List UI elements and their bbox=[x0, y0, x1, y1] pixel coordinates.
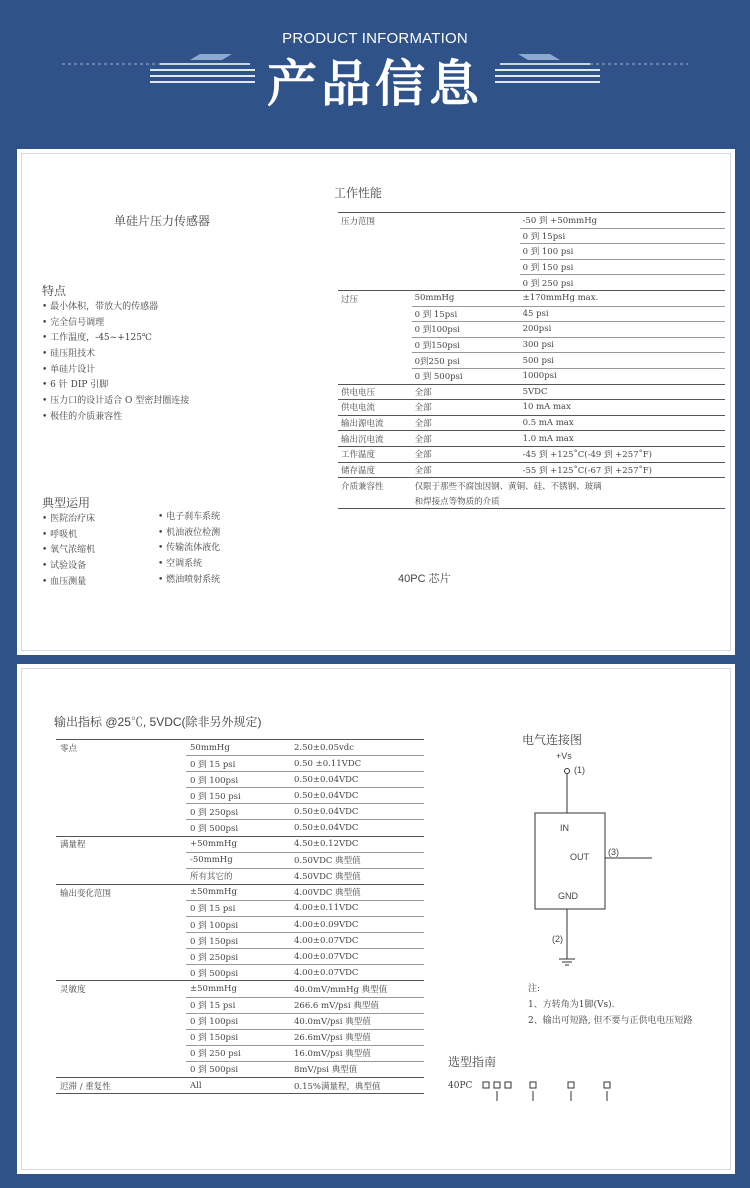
list-item: • 电子刹车系统 bbox=[158, 512, 221, 522]
table-cell: 全部 bbox=[412, 446, 520, 462]
table-cell: 0 到 15psi bbox=[520, 228, 725, 244]
table-cell: ±50mmHg bbox=[186, 981, 290, 997]
table-cell: 0 到 250psi bbox=[186, 804, 290, 820]
table-row bbox=[338, 228, 725, 244]
table-cell: -55 到 +125˚C(-67 到 +257˚F) bbox=[520, 462, 725, 478]
chip-caption: 40PC 芯片 bbox=[398, 573, 451, 585]
output-panel bbox=[14, 661, 738, 1177]
table-row bbox=[338, 290, 725, 306]
table-cell bbox=[56, 997, 186, 1013]
table-row bbox=[56, 804, 424, 820]
banner-title-zh: 产品信息 bbox=[267, 55, 483, 113]
table-cell: 储存温度 bbox=[338, 462, 412, 478]
table-cell: 全部 bbox=[412, 431, 520, 447]
table-row bbox=[56, 820, 424, 836]
table-cell: 0.5 mA max bbox=[520, 415, 725, 431]
table-row bbox=[56, 1061, 424, 1077]
table-row bbox=[56, 868, 424, 884]
performance-heading: 工作性能 bbox=[334, 186, 383, 200]
list-item: • 工作温度，-45~+125℃ bbox=[42, 333, 152, 344]
table-row bbox=[338, 275, 725, 291]
table-cell: 0 到 15 psi bbox=[186, 900, 290, 916]
table-cell: 0 到 500psi bbox=[412, 368, 520, 384]
table-cell: 0 到 250 psi bbox=[520, 275, 725, 291]
table-cell bbox=[412, 244, 520, 260]
table-cell: 满量程 bbox=[56, 836, 186, 852]
table-row bbox=[56, 1045, 424, 1061]
features-heading: 特点 bbox=[42, 284, 67, 298]
table-cell bbox=[338, 275, 412, 291]
in-label: IN bbox=[560, 823, 569, 833]
table-cell: 40.0mV/psi 典型值 bbox=[290, 1013, 424, 1029]
table-cell bbox=[56, 949, 186, 965]
applications-list-left bbox=[42, 512, 95, 590]
table-cell: 输出源电流 bbox=[338, 415, 412, 431]
selection-code-diagram bbox=[482, 1079, 622, 1103]
table-cell: 0 到 100psi bbox=[186, 917, 290, 933]
table-cell: 0 到 100psi bbox=[186, 772, 290, 788]
table-row bbox=[56, 949, 424, 965]
table-row bbox=[56, 836, 424, 852]
table-cell: All bbox=[186, 1077, 290, 1093]
table-row bbox=[56, 1077, 424, 1093]
table-row bbox=[56, 788, 424, 804]
table-cell bbox=[56, 917, 186, 933]
product-name: 单硅片压力传感器 bbox=[114, 214, 211, 228]
table-cell: 0 到 250psi bbox=[186, 949, 290, 965]
table-cell bbox=[56, 900, 186, 916]
table-cell: 8mV/psi 典型值 bbox=[290, 1061, 424, 1077]
pin3-label: (3) bbox=[608, 847, 619, 857]
table-cell: 4.00VDC 典型值 bbox=[290, 884, 424, 900]
table-cell: 0 到 100 psi bbox=[520, 244, 725, 260]
table-cell bbox=[56, 852, 186, 868]
table-cell: 全部 bbox=[412, 415, 520, 431]
table-cell bbox=[412, 228, 520, 244]
table-cell bbox=[412, 275, 520, 291]
notes-title: 注: bbox=[528, 984, 541, 994]
vs-label: +Vs bbox=[556, 751, 572, 761]
applications-list-right bbox=[158, 510, 220, 588]
list-item: • 燃油喷射系统 bbox=[158, 574, 221, 585]
table-cell: 1.0 mA max bbox=[520, 431, 725, 447]
list-item: • 机油液位检测 bbox=[158, 527, 221, 538]
table-cell: 4.00±0.07VDC bbox=[290, 933, 424, 949]
table-row bbox=[56, 756, 424, 772]
table-row bbox=[338, 244, 725, 260]
list-item: • 完全信号调理 bbox=[42, 317, 105, 328]
features-panel bbox=[14, 146, 738, 658]
table-row bbox=[56, 884, 424, 900]
table-cell: 全部 bbox=[412, 400, 520, 416]
table-cell: 2.50±0.05vdc bbox=[290, 740, 424, 756]
list-item: • 单硅片设计 bbox=[42, 364, 96, 375]
table-cell: 0 到 150psi bbox=[186, 933, 290, 949]
features-list bbox=[42, 300, 189, 426]
table-cell: 0.50VDC 典型值 bbox=[290, 852, 424, 868]
table-cell: 0 到 150 psi bbox=[520, 259, 725, 275]
table-cell bbox=[56, 1013, 186, 1029]
table-cell bbox=[338, 244, 412, 260]
table-row bbox=[338, 368, 725, 384]
table-cell bbox=[56, 868, 186, 884]
table-row bbox=[338, 462, 725, 478]
gnd-label: GND bbox=[558, 891, 578, 901]
list-item: • 最小体积，带放大的传感器 bbox=[42, 302, 159, 312]
table-row bbox=[338, 478, 725, 494]
table-cell: 0.50±0.04VDC bbox=[290, 820, 424, 836]
table-cell: 供电电压 bbox=[338, 384, 412, 400]
table-cell: 0到250 psi bbox=[412, 353, 520, 369]
table-cell: 50mmHg bbox=[412, 290, 520, 306]
table-cell: 4.50VDC 典型值 bbox=[290, 868, 424, 884]
table-cell bbox=[338, 493, 412, 509]
list-item: • 6 针 DIP 引脚 bbox=[42, 380, 109, 391]
table-cell bbox=[338, 337, 412, 353]
table-cell: 0.50 ±0.11VDC bbox=[290, 756, 424, 772]
table-cell bbox=[56, 772, 186, 788]
list-item: • 氧气浓缩机 bbox=[42, 545, 96, 556]
table-cell: 压力范围 bbox=[338, 213, 412, 229]
table-cell bbox=[412, 213, 520, 229]
table-cell: 0 到 150psi bbox=[186, 1029, 290, 1045]
table-cell: 0 到 500psi bbox=[186, 965, 290, 981]
table-cell: 全部 bbox=[412, 384, 520, 400]
table-cell: -45 到 +125˚C(-49 到 +257˚F) bbox=[520, 446, 725, 462]
table-cell: 500 psi bbox=[520, 353, 725, 369]
table-cell: 迟滞 / 重复性 bbox=[56, 1077, 186, 1093]
list-item: • 医院治疗床 bbox=[42, 514, 96, 524]
table-cell: 仅限于那些不腐蚀因钢、黄铜、硅、不锈钢、玻璃 bbox=[412, 478, 725, 494]
table-cell bbox=[56, 965, 186, 981]
table-cell: 26.6mV/psi 典型值 bbox=[290, 1029, 424, 1045]
table-cell: 300 psi bbox=[520, 337, 725, 353]
table-cell bbox=[338, 353, 412, 369]
table-cell bbox=[338, 228, 412, 244]
table-row bbox=[338, 306, 725, 322]
note-1: 1、方转角为1脚(Vs). bbox=[528, 1000, 615, 1010]
output-heading: 输出指标 @25℃, 5VDC(除非另外规定) bbox=[54, 715, 262, 729]
table-cell bbox=[56, 788, 186, 804]
table-cell: 4.00±0.09VDC bbox=[290, 917, 424, 933]
vs-terminal bbox=[565, 769, 570, 774]
table-cell: 4.00±0.07VDC bbox=[290, 965, 424, 981]
wiring-diagram bbox=[522, 749, 662, 979]
table-row bbox=[56, 900, 424, 916]
selection-heading: 选型指南 bbox=[448, 1055, 497, 1069]
table-cell: -50 到 +50mmHg bbox=[520, 213, 725, 229]
table-row bbox=[338, 446, 725, 462]
table-cell: 0 到 150 psi bbox=[186, 788, 290, 804]
table-cell: 10 mA max bbox=[520, 400, 725, 416]
table-cell: -50mmHg bbox=[186, 852, 290, 868]
table-cell: 0.50±0.04VDC bbox=[290, 804, 424, 820]
header-banner bbox=[0, 0, 750, 136]
table-cell bbox=[56, 804, 186, 820]
selection-prefix: 40PC bbox=[448, 1081, 473, 1091]
out-label: OUT bbox=[570, 852, 589, 862]
list-item: • 压力口的设计适合 O 型密封圈连接 bbox=[42, 396, 190, 407]
table-row bbox=[56, 981, 424, 997]
table-cell: 0 到 250 psi bbox=[186, 1045, 290, 1061]
table-cell: 5VDC bbox=[520, 384, 725, 400]
table-cell: 0 到 500psi bbox=[186, 820, 290, 836]
table-cell bbox=[56, 1029, 186, 1045]
list-item: • 极佳的介质兼容性 bbox=[42, 411, 123, 422]
table-cell: 灵敏度 bbox=[56, 981, 186, 997]
output-spec-table bbox=[56, 739, 424, 1094]
table-row bbox=[56, 740, 424, 756]
table-row bbox=[56, 1029, 424, 1045]
table-row bbox=[56, 772, 424, 788]
table-cell bbox=[338, 368, 412, 384]
table-row bbox=[338, 431, 725, 447]
list-item: • 硅压阻技术 bbox=[42, 349, 96, 360]
table-cell bbox=[338, 259, 412, 275]
list-item: • 传输流体液化 bbox=[158, 543, 221, 554]
applications-heading: 典型运用 bbox=[42, 496, 91, 510]
table-row bbox=[338, 384, 725, 400]
table-row bbox=[338, 493, 725, 509]
pin2-label: (2) bbox=[552, 934, 563, 944]
banner-title-en: PRODUCT INFORMATION bbox=[282, 30, 468, 47]
table-cell: 0 到 500psi bbox=[186, 1061, 290, 1077]
table-cell: 0.50±0.04VDC bbox=[290, 788, 424, 804]
table-cell: 4.50±0.12VDC bbox=[290, 836, 424, 852]
table-row bbox=[338, 337, 725, 353]
table-cell: ±170mmHg max. bbox=[520, 290, 725, 306]
table-cell: ±50mmHg bbox=[186, 884, 290, 900]
table-cell: 零点 bbox=[56, 740, 186, 756]
table-cell: 4.00±0.11VDC bbox=[290, 900, 424, 916]
table-cell: 0 到 15 psi bbox=[186, 997, 290, 1013]
table-cell: 0 到 15psi bbox=[412, 306, 520, 322]
table-cell: 输出变化范围 bbox=[56, 884, 186, 900]
table-cell: 0.50±0.04VDC bbox=[290, 772, 424, 788]
table-row bbox=[338, 259, 725, 275]
table-cell bbox=[56, 756, 186, 772]
table-cell: 200psi bbox=[520, 322, 725, 338]
table-cell bbox=[56, 933, 186, 949]
table-row bbox=[56, 1013, 424, 1029]
table-row bbox=[338, 213, 725, 229]
table-cell: +50mmHg bbox=[186, 836, 290, 852]
table-cell: 16.0mV/psi 典型值 bbox=[290, 1045, 424, 1061]
table-cell: 45 psi bbox=[520, 306, 725, 322]
table-cell bbox=[338, 306, 412, 322]
table-cell: 0.15%满量程，典型值 bbox=[290, 1077, 424, 1093]
list-item: • 试验设备 bbox=[42, 561, 87, 572]
table-cell bbox=[338, 322, 412, 338]
table-cell: 0 到 100psi bbox=[186, 1013, 290, 1029]
table-cell: 4.00±0.07VDC bbox=[290, 949, 424, 965]
table-cell bbox=[56, 1061, 186, 1077]
table-row bbox=[56, 933, 424, 949]
table-row bbox=[338, 415, 725, 431]
list-item: • 血压测量 bbox=[42, 576, 87, 587]
list-item: • 呼吸机 bbox=[42, 529, 78, 540]
table-row bbox=[338, 353, 725, 369]
wiring-heading: 电气连接图 bbox=[522, 733, 583, 747]
list-item: • 空调系统 bbox=[158, 559, 203, 570]
table-cell bbox=[412, 259, 520, 275]
table-cell: 266.6 mV/psi 典型值 bbox=[290, 997, 424, 1013]
table-cell: 全部 bbox=[412, 462, 520, 478]
table-cell: 0 到150psi bbox=[412, 337, 520, 353]
table-cell: 50mmHg bbox=[186, 740, 290, 756]
table-cell bbox=[56, 820, 186, 836]
table-cell: 输出沉电流 bbox=[338, 431, 412, 447]
table-row bbox=[338, 322, 725, 338]
table-cell: 0 到100psi bbox=[412, 322, 520, 338]
table-row bbox=[56, 965, 424, 981]
table-cell: 供电电流 bbox=[338, 400, 412, 416]
pin1-label: (1) bbox=[574, 765, 585, 775]
table-cell: 和焊接点等物质的介质 bbox=[412, 493, 725, 509]
table-cell bbox=[56, 1045, 186, 1061]
table-cell: 40.0mV/mmHg 典型值 bbox=[290, 981, 424, 997]
table-cell: 所有其它的 bbox=[186, 868, 290, 884]
table-cell: 1000psi bbox=[520, 368, 725, 384]
table-row bbox=[56, 917, 424, 933]
table-cell: 过压 bbox=[338, 290, 412, 306]
table-cell: 0 到 15 psi bbox=[186, 756, 290, 772]
table-cell: 工作温度 bbox=[338, 446, 412, 462]
note-2: 2、输出可短路, 但不要与正供电电压短路 bbox=[528, 1016, 693, 1026]
table-cell: 介质兼容性 bbox=[338, 478, 412, 494]
performance-table bbox=[338, 212, 725, 509]
table-row bbox=[56, 997, 424, 1013]
table-row bbox=[338, 400, 725, 416]
table-row bbox=[56, 852, 424, 868]
